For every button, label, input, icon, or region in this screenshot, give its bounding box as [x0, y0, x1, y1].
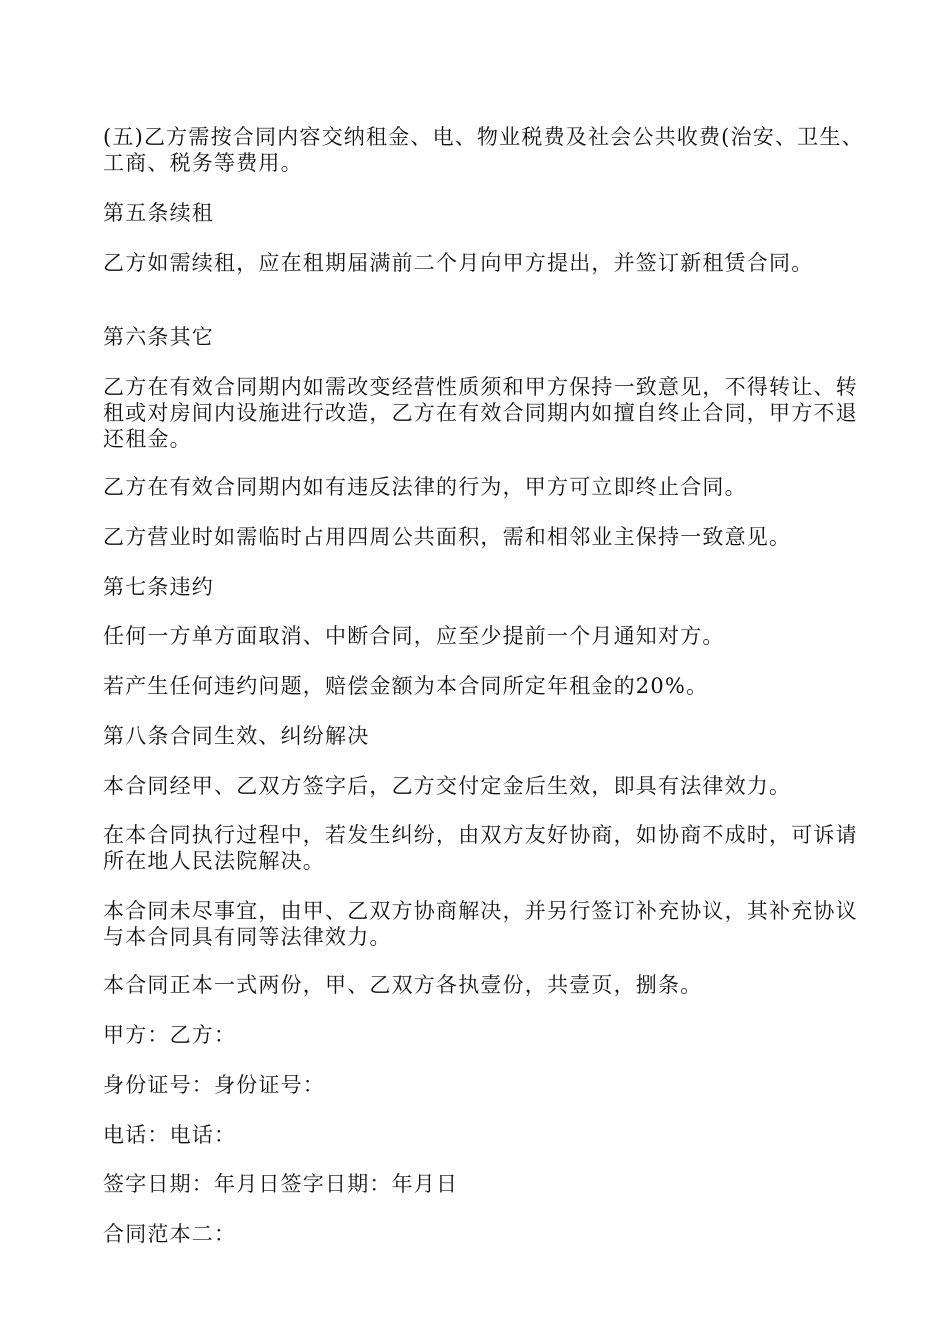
- article-7-heading: 第七条违约: [103, 575, 214, 599]
- dispute-paragraph: 在本合同执行过程中，若发生纠纷，由双方友好协商，如协商不成时，可诉请所在地人民法院解决。: [103, 823, 858, 873]
- phone-line: 电话：电话：: [103, 1123, 237, 1147]
- effectiveness-paragraph: 本合同经甲、乙双方签字后，乙方交付定金后生效，即具有法律效力。: [103, 774, 792, 798]
- renewal-paragraph: 乙方如需续租，应在租期届满前二个月向甲方提出，并签订新租赁合同。: [103, 251, 814, 275]
- other-terms-paragraph-1: 乙方在有效合同期内如需改变经营性质须和甲方保持一致意见，不得转让、转租或对房间内设施进行改造，乙方在有效合同期内如擅自终止合同，甲方不退还租金。: [103, 375, 858, 451]
- article-8-heading: 第八条合同生效、纠纷解决: [103, 724, 370, 748]
- other-terms-paragraph-2: 乙方在有效合同期内如有违反法律的行为，甲方可立即终止合同。: [103, 475, 747, 499]
- id-number-line: 身份证号：身份证号：: [103, 1073, 325, 1097]
- supplement-paragraph: 本合同未尽事宜，由甲、乙双方协商解决，并另行签订补充协议，其补充协议与本合同具有同等法律效力。: [103, 899, 858, 949]
- other-terms-paragraph-3: 乙方营业时如需临时占用四周公共面积，需和相邻业主保持一致意见。: [103, 525, 792, 549]
- article-5-heading: 第五条续租: [103, 201, 214, 225]
- breach-paragraph-1: 任何一方单方面取消、中断合同，应至少提前一个月通知对方。: [103, 624, 725, 648]
- breach-paragraph-2: 若产生任何违约问题，赔偿金额为本合同所定年租金的20%。: [103, 674, 709, 698]
- article-6-heading: 第六条其它: [103, 325, 214, 349]
- copies-paragraph: 本合同正本一式两份，甲、乙双方各执壹份，共壹页，捌条。: [103, 973, 703, 997]
- template-two-heading: 合同范本二：: [103, 1222, 237, 1246]
- clause-item-5: (五)乙方需按合同内容交纳租金、电、物业税费及社会公共收费(治安、卫生、工商、税务等费用。: [103, 125, 864, 175]
- signature-date-line: 签字日期：年月日签字日期：年月日: [103, 1172, 459, 1196]
- party-line: 甲方：乙方：: [103, 1023, 237, 1047]
